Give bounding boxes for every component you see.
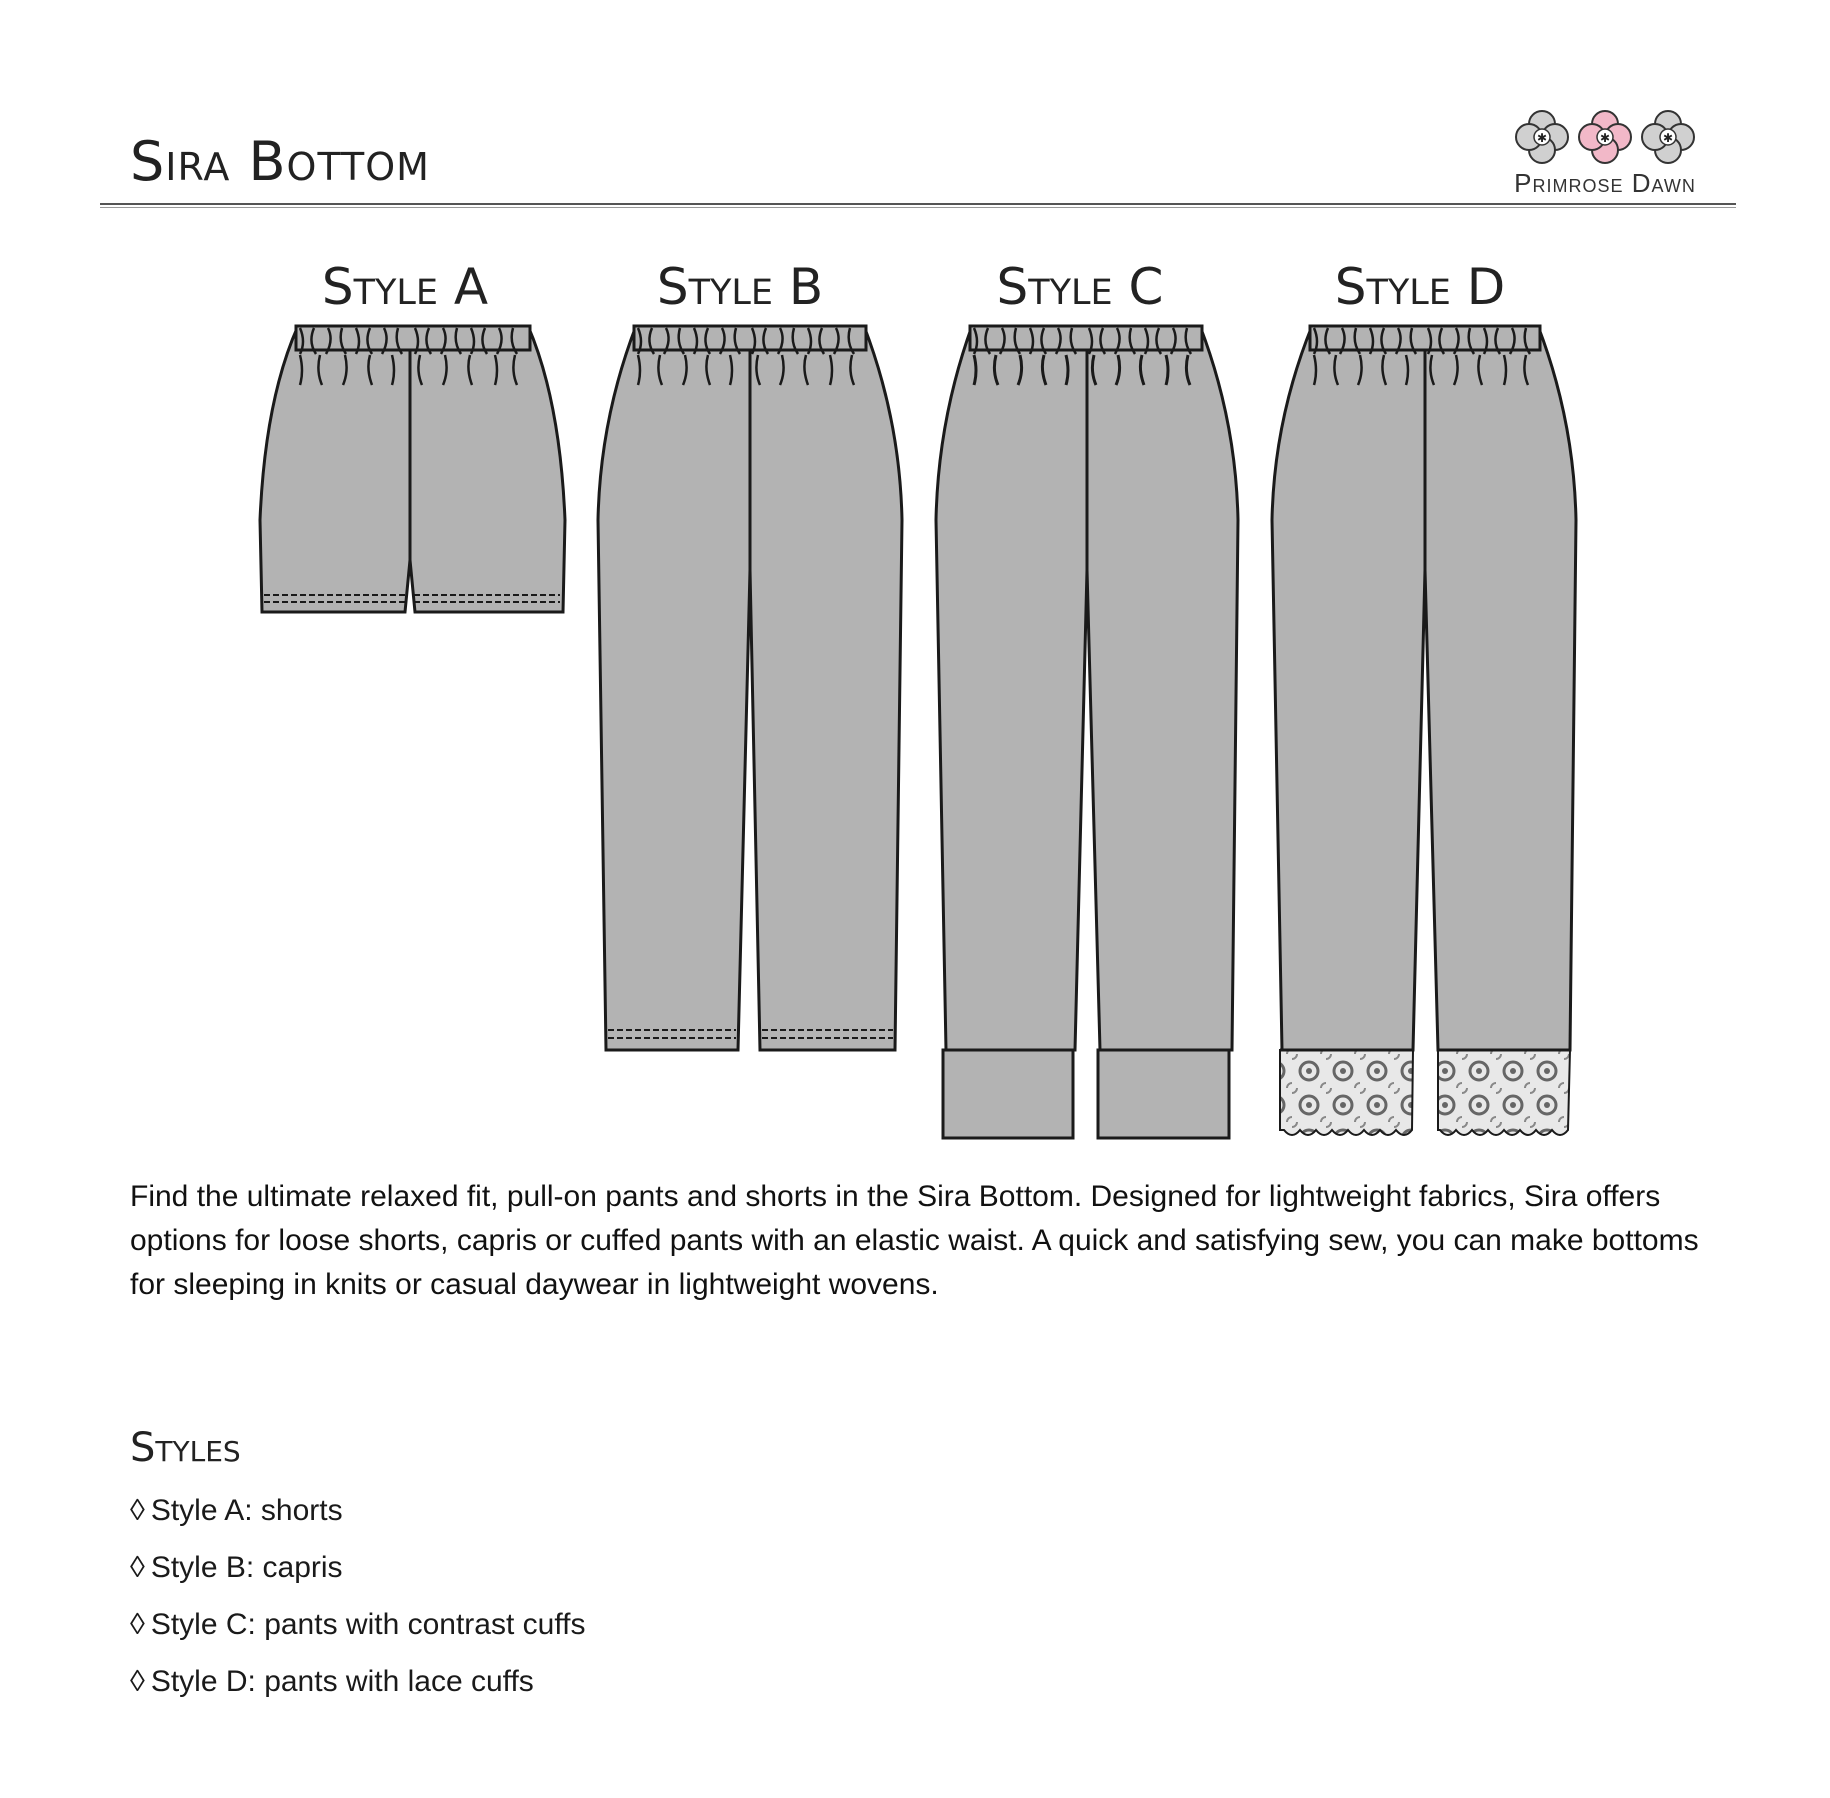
style-c-pants-drawing [936,326,1238,1138]
style-item-text: Style A: shorts [150,1494,343,1527]
diamond-bullet-icon: ◊ [130,1665,145,1698]
pattern-description: Find the ultimate relaxed fit, pull-on pants and shorts in the Sira Bottom. Designed for lightweight fabrics, Sira offers options for loose shorts, capris or cuffed pants with an elastic waist. A quick and satisfying sew, you can make bottoms for sleeping in knits or casual daywear in lightweight wovens. [130,1180,1699,1301]
style-b-capris-drawing [598,326,902,1050]
diamond-bullet-icon: ◊ [130,1494,145,1527]
svg-text:✱: ✱ [1536,131,1548,145]
style-item-text: Style B: capris [150,1551,343,1584]
diamond-bullet-icon: ◊ [130,1608,145,1641]
list-item [130,1653,585,1710]
style-a-label: Style A [321,258,489,316]
style-d-pants-drawing [1272,326,1576,1135]
styles-heading: Styles [130,1425,241,1471]
page-title: Sira Bottom [130,130,430,193]
list-item [130,1596,585,1653]
svg-text:✱: ✱ [1599,131,1611,145]
list-item [130,1539,585,1596]
diamond-bullet-icon: ◊ [130,1551,145,1584]
style-item-text: Style C: pants with contrast cuffs [150,1608,586,1641]
brand-name: Primrose Dawn [1514,168,1696,198]
style-b-label: Style B [656,258,824,316]
style-item-text: Style D: pants with lace cuffs [150,1665,534,1698]
style-a-shorts-drawing [260,326,565,612]
list-item [130,1482,585,1539]
style-c-label: Style C [996,258,1164,316]
styles-list [130,1482,585,1710]
svg-text:✱: ✱ [1662,131,1674,145]
style-d-label: Style D [1334,258,1506,316]
